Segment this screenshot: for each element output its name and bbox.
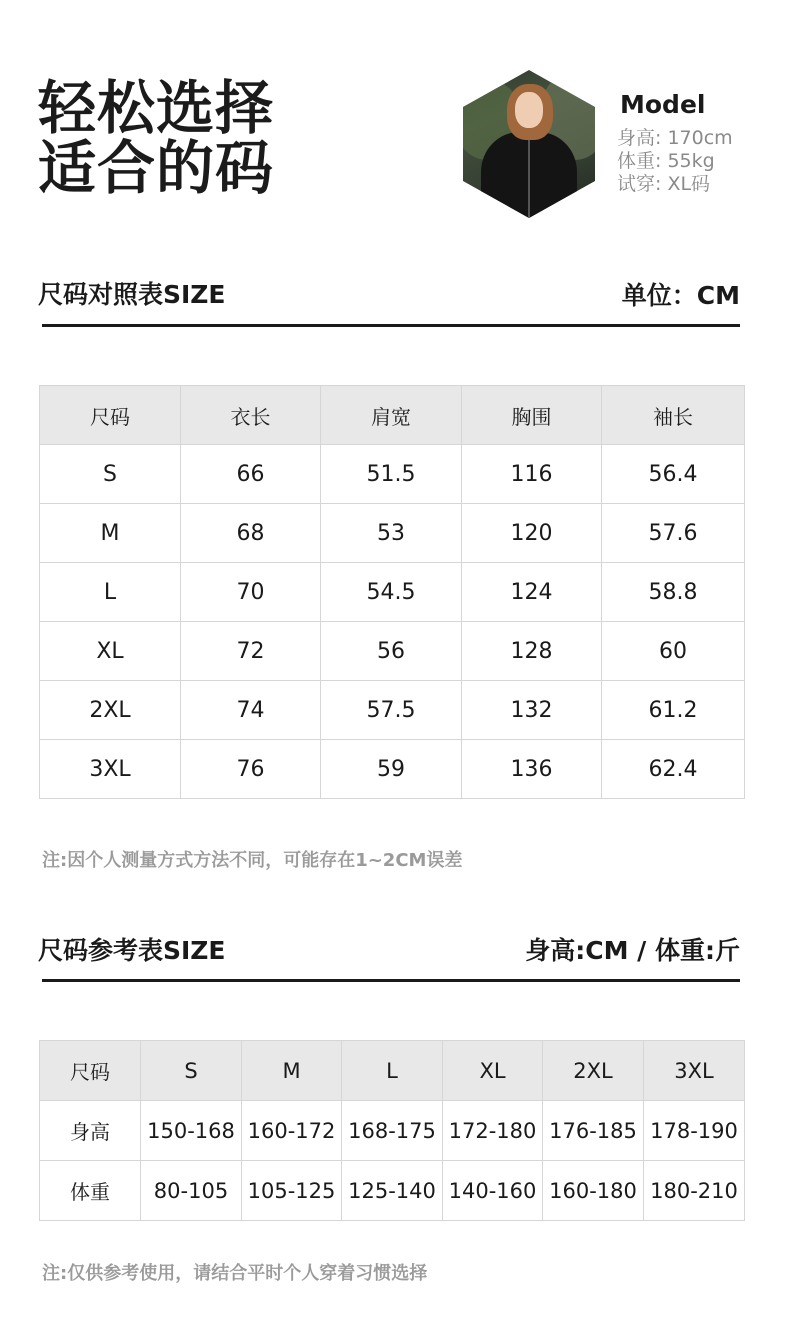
table-cell: 59 <box>321 740 462 799</box>
hero-title-line-2: 适合的码 <box>38 134 275 202</box>
table-cell: 178-190 <box>644 1101 745 1161</box>
header-cell: 肩宽 <box>321 386 462 445</box>
table-row <box>40 622 745 681</box>
table-cell: 128 <box>462 622 602 681</box>
size-reference-divider <box>42 979 740 982</box>
size-reference-note: 注:仅供参考使用，请结合平时个人穿着习惯选择 <box>42 1263 428 1284</box>
table-cell: 136 <box>462 740 602 799</box>
model-title: Model <box>620 90 706 119</box>
table-cell: 62.4 <box>602 740 745 799</box>
size-reference-unit: 身高:CM / 体重:斤 <box>525 936 740 965</box>
size-reference-table <box>39 1040 745 1221</box>
row-label: 身高 <box>40 1101 141 1161</box>
header-cell: 袖长 <box>602 386 745 445</box>
table-cell: 80-105 <box>141 1161 242 1221</box>
table-cell: 116 <box>462 445 602 504</box>
table-cell: 60 <box>602 622 745 681</box>
table-cell: 56.4 <box>602 445 745 504</box>
table-row <box>40 1161 745 1221</box>
table-cell: 70 <box>181 563 321 622</box>
table-cell: 68 <box>181 504 321 563</box>
table-cell: 168-175 <box>342 1101 443 1161</box>
table-cell: 74 <box>181 681 321 740</box>
table-cell: 124 <box>462 563 602 622</box>
table-row <box>40 1101 745 1161</box>
table-cell: 160-172 <box>242 1101 342 1161</box>
table-cell: 160-180 <box>543 1161 644 1221</box>
hero-title <box>38 74 275 202</box>
model-weight: 体重: 55kg <box>617 150 715 172</box>
table-row <box>40 504 745 563</box>
table-cell: 56 <box>321 622 462 681</box>
model-height: 身高: 170cm <box>617 127 733 149</box>
table-row <box>40 740 745 799</box>
table-cell: 54.5 <box>321 563 462 622</box>
table-row <box>40 563 745 622</box>
table-cell: 66 <box>181 445 321 504</box>
header-cell: 尺码 <box>40 1041 141 1101</box>
table-cell: S <box>40 445 181 504</box>
size-chart-note: 注:因个人测量方式方法不同，可能存在1~2CM误差 <box>42 850 463 871</box>
size-chart-title: 尺码对照表SIZE <box>38 280 226 309</box>
table-cell: L <box>40 563 181 622</box>
header-cell: 胸围 <box>462 386 602 445</box>
table-cell: 180-210 <box>644 1161 745 1221</box>
size-reference-title: 尺码参考表SIZE <box>38 936 226 965</box>
table-cell: M <box>40 504 181 563</box>
table-row <box>40 681 745 740</box>
header-cell: M <box>242 1041 342 1101</box>
table-cell: 132 <box>462 681 602 740</box>
table-cell: 57.5 <box>321 681 462 740</box>
table-cell: 76 <box>181 740 321 799</box>
header-cell: 尺码 <box>40 386 181 445</box>
table-cell: 125-140 <box>342 1161 443 1221</box>
model-photo <box>463 70 595 218</box>
header-cell: 2XL <box>543 1041 644 1101</box>
header-cell: 衣长 <box>181 386 321 445</box>
table-cell: 120 <box>462 504 602 563</box>
table-cell: 3XL <box>40 740 181 799</box>
table-cell: 140-160 <box>443 1161 543 1221</box>
table-cell: 57.6 <box>602 504 745 563</box>
table-cell: 176-185 <box>543 1101 644 1161</box>
table-header-row <box>40 1041 745 1101</box>
table-cell: 72 <box>181 622 321 681</box>
table-cell: 61.2 <box>602 681 745 740</box>
row-label: 体重 <box>40 1161 141 1221</box>
table-cell: XL <box>40 622 181 681</box>
table-cell: 58.8 <box>602 563 745 622</box>
table-cell: 2XL <box>40 681 181 740</box>
size-chart-divider <box>42 324 740 327</box>
header-cell: XL <box>443 1041 543 1101</box>
table-header-row <box>40 386 745 445</box>
model-tried-size: 试穿: XL码 <box>617 173 711 195</box>
header-cell: 3XL <box>644 1041 745 1101</box>
table-row <box>40 445 745 504</box>
size-chart-table <box>39 385 745 799</box>
table-cell: 105-125 <box>242 1161 342 1221</box>
header-cell: L <box>342 1041 443 1101</box>
header-cell: S <box>141 1041 242 1101</box>
hero-title-line-1: 轻松选择 <box>38 74 275 142</box>
table-cell: 150-168 <box>141 1101 242 1161</box>
table-cell: 53 <box>321 504 462 563</box>
table-cell: 172-180 <box>443 1101 543 1161</box>
size-chart-unit: 单位：CM <box>621 281 740 310</box>
table-cell: 51.5 <box>321 445 462 504</box>
